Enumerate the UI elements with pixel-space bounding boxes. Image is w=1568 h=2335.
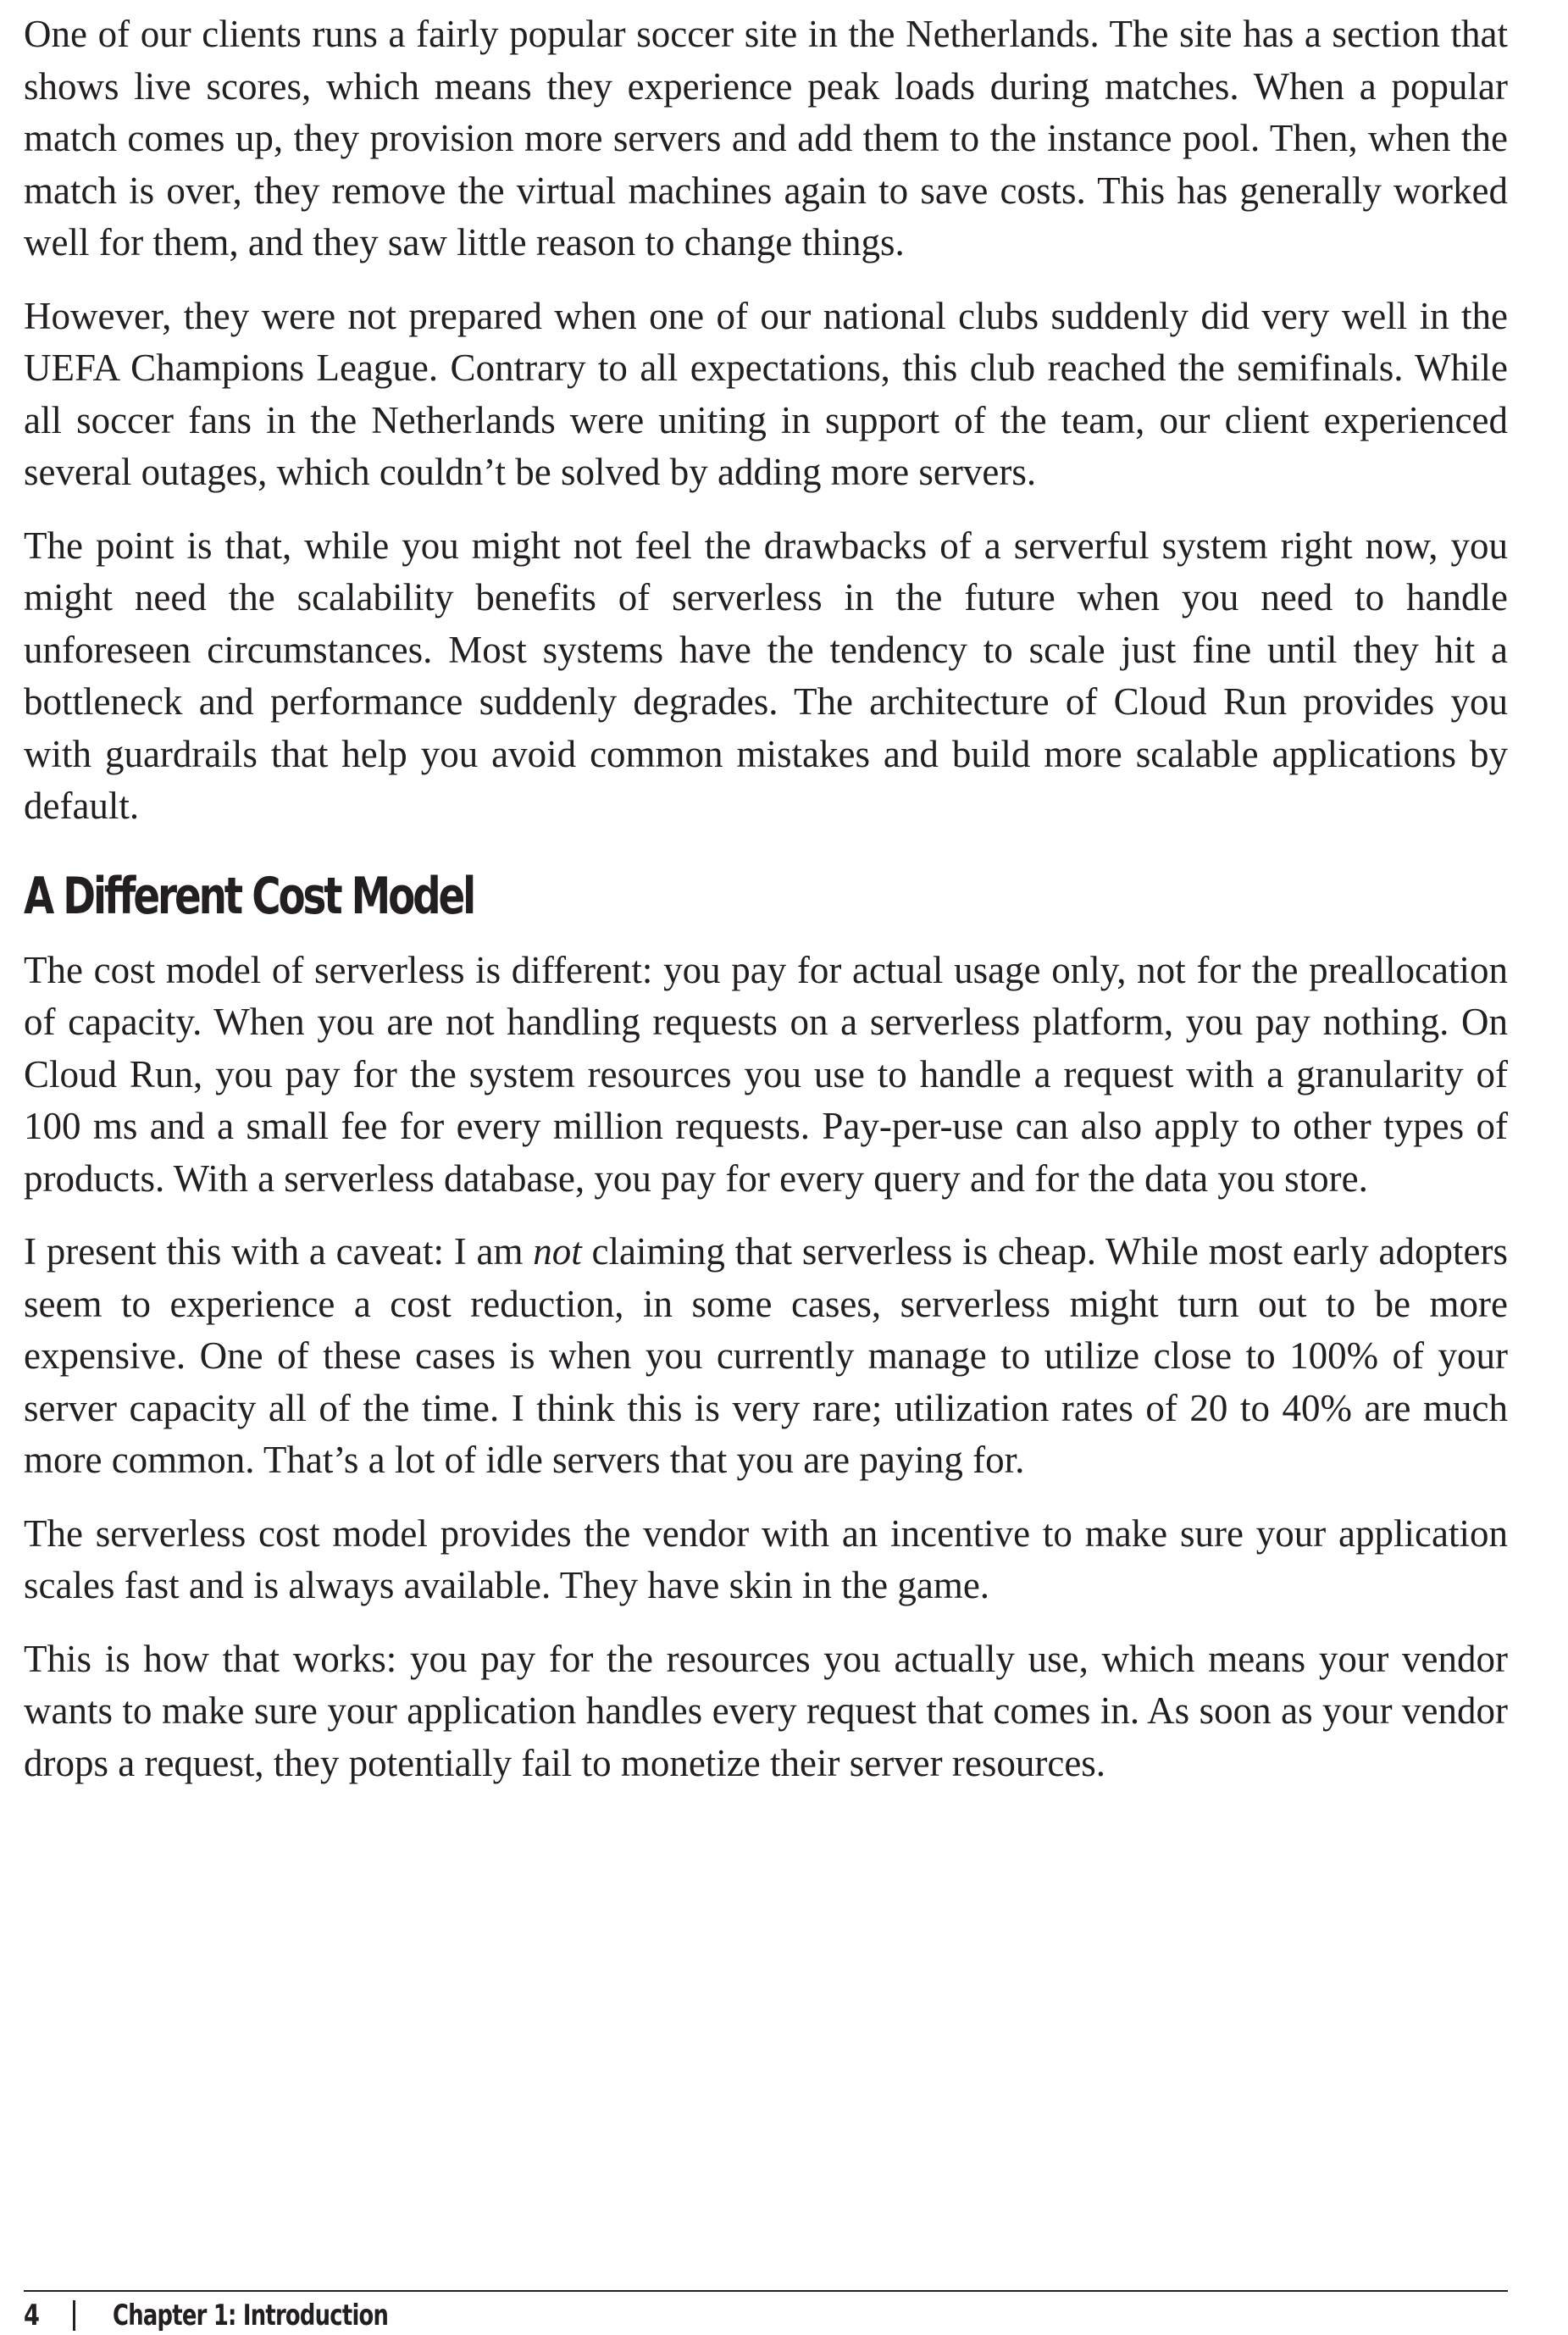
paragraph-vendor-incentive: The serverless cost model provides the vendor with an incentive to make sure your application scales fast and is always available. They have skin in the game.: [24, 1511, 1508, 1606]
section-heading: A Different Cost Model: [24, 866, 474, 926]
chapter-title: Chapter 1: Introduction: [112, 2299, 388, 2332]
caveat-emphasis: not: [533, 1230, 582, 1273]
paragraph-champions-league: However, they were not prepared when one of our national clubs suddenly did very well in the UEFA Champions League. Contrary to all expectations, this club reached the semifinals. While all soccer fans in the Netherlands were uniting in support of the team, our client experienced several outages, which couldn’t be solved by adding more servers.: [24, 294, 1508, 493]
caveat-text-start: I present this with a caveat: I am: [24, 1230, 534, 1273]
body-text: [24, 8, 1508, 1811]
footer-separator: [73, 2300, 75, 2331]
caveat-text-end: claiming that serverless is cheap. While most early adopters seem to experience a cost reduction, in some cases, serverless might turn out to be more expensive. One of these cases is when you currently manage to utilize close to 100% of your server capacity all of the time. I think this is very rare; utilization rates of 20 to 40% are much more common. That’s a lot of idle servers that you are paying for.: [24, 1230, 1508, 1481]
paragraph-cost-model: The cost model of serverless is different: you pay for actual usage only, not for the preallocation of capacity. When you are not handling requests on a serverless platform, you pay nothing. On Cloud Run, you pay for the system resources you use to handle a request with a granularity of 100 ms and a small fee for every million requests. Pay-per-use can also apply to other types of products. With a serverless database, you pay for every query and for the data you store.: [24, 948, 1508, 1200]
page-footer: [24, 2299, 475, 2332]
paragraph-scalability-point: The point is that, while you might not feel the drawbacks of a serverful system right now, you might need the scalability benefits of serverless in the future when you need to handle unforeseen circumstances. Most systems have the tendency to scale just fine until they hit a bottleneck and performance suddenly degrades. The architecture of Cloud Run provides you with guardrails that help you avoid common mistakes and build more scalable applications by default.: [24, 524, 1508, 827]
page-number: 4: [24, 2299, 40, 2332]
footer-rule: [24, 2290, 1508, 2292]
paragraph-soccer-site: One of our clients runs a fairly popular soccer site in the Netherlands. The site has a section that shows live scores, which means they experience peak loads during matches. When a popular match comes up, they provision more servers and add them to the instance pool. Then, when the match is over, they remove the virtual machines again to save costs. This has generally worked well for them, and they saw little reason to change things.: [24, 13, 1508, 263]
book-page: [24, 0, 1508, 2335]
paragraph-how-it-works: This is how that works: you pay for the resources you actually use, which means your vendor wants to make sure your application handles every request that comes in. As soon as your vendor drops a request, they potentially fail to monetize their server resources.: [24, 1637, 1508, 1784]
paragraph-caveat: [24, 1226, 1508, 1487]
